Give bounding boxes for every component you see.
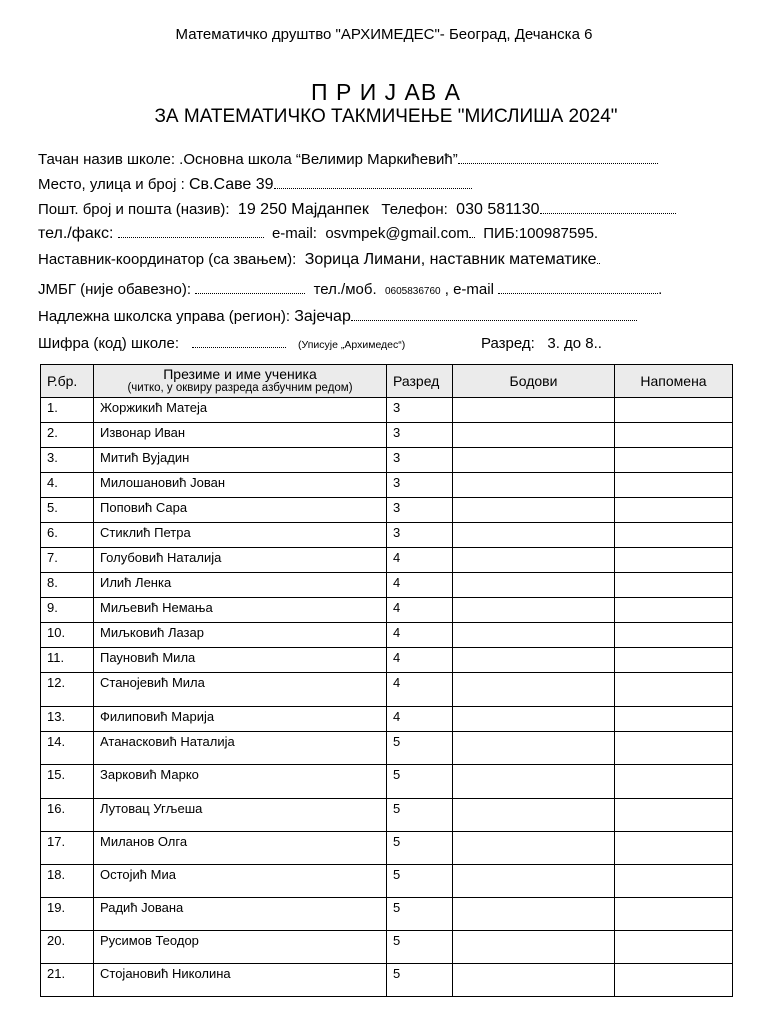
school-name-label: Тачан назив школе: [38, 151, 175, 168]
row-number: 13. [41, 707, 94, 732]
header-name-subtitle: (читко, у оквиру разреда азбучним редом) [127, 382, 353, 394]
student-name: Миљевић Немања [94, 598, 387, 623]
points-cell [453, 648, 615, 673]
table-row [41, 832, 733, 865]
organization-header: Математичко друштво "АРХИМЕДЕС"- Београд, Дечанска 6 [175, 26, 593, 43]
school-name-line [38, 151, 658, 168]
student-name: Лутовац Угљеша [94, 799, 387, 832]
points-cell [453, 732, 615, 765]
note-cell [615, 623, 733, 648]
student-name: Жоржикић Матеја [94, 398, 387, 423]
row-number: 12. [41, 673, 94, 707]
dotted-line [195, 281, 305, 294]
school-admin-value: Зајечар [294, 308, 351, 325]
header-note: Напомена [615, 365, 733, 398]
jmbg-label: ЈМБГ (није обавезно): [38, 281, 192, 298]
student-name: Поповић Сара [94, 498, 387, 523]
post-line [38, 201, 676, 219]
note-cell [615, 473, 733, 498]
note-cell [615, 865, 733, 898]
jmbg-line: ЈМБГ (није обавезно): тел./моб. 0605836760 , e-mail . [38, 281, 663, 298]
table-row [41, 765, 733, 799]
points-cell [453, 423, 615, 448]
student-name: Филиповић Марија [94, 707, 387, 732]
points-cell [453, 573, 615, 598]
student-grade: 4 [387, 707, 453, 732]
note-cell [615, 548, 733, 573]
table-row [41, 423, 733, 448]
form-title: П Р И Ј АВ А [311, 79, 461, 105]
pib-label: ПИБ: [483, 225, 519, 242]
row-number: 5. [41, 498, 94, 523]
note-cell [615, 648, 733, 673]
student-name: Стојановић Николина [94, 964, 387, 997]
dotted-line [274, 176, 472, 189]
student-name: Миљковић Лазар [94, 623, 387, 648]
row-number: 4. [41, 473, 94, 498]
student-name: Русимов Теодор [94, 931, 387, 964]
table-row [41, 799, 733, 832]
school-code-label: Шифра (код) школе: [38, 335, 180, 352]
student-grade: 5 [387, 799, 453, 832]
header-grade: Разред [387, 365, 453, 398]
address-label: Место, улица и број : [38, 176, 185, 193]
post-value: 19 250 Мајданпек [237, 201, 369, 218]
points-cell [453, 865, 615, 898]
student-name: Пауновић Мила [94, 648, 387, 673]
table-row [41, 964, 733, 997]
note-cell [615, 498, 733, 523]
student-grade: 4 [387, 573, 453, 598]
dotted-line [498, 281, 658, 294]
student-name: Илић Ленка [94, 573, 387, 598]
student-grade: 5 [387, 865, 453, 898]
address-value: Св.Саве 39 [188, 176, 274, 193]
student-name: Извонар Иван [94, 423, 387, 448]
student-grade: 4 [387, 673, 453, 707]
points-cell [453, 765, 615, 799]
student-grade: 5 [387, 964, 453, 997]
row-number: 6. [41, 523, 94, 548]
row-number: 1. [41, 398, 94, 423]
school-code-note: (Уписује „Архимедес“) [298, 339, 406, 351]
points-cell [453, 623, 615, 648]
form-subtitle: ЗА МАТЕМАТИЧКО ТАКМИЧЕЊЕ "МИСЛИША 2024" [154, 106, 618, 127]
points-cell [453, 964, 615, 997]
points-cell [453, 673, 615, 707]
header-student-name [94, 365, 387, 398]
note-cell [615, 898, 733, 931]
student-grade: 4 [387, 598, 453, 623]
note-cell [615, 448, 733, 473]
points-cell [453, 548, 615, 573]
student-name: Зарковић Марко [94, 765, 387, 799]
dotted-line [540, 201, 676, 214]
table-row [41, 898, 733, 931]
table-row [41, 548, 733, 573]
student-grade: 3 [387, 423, 453, 448]
note-cell [615, 931, 733, 964]
row-number: 10. [41, 623, 94, 648]
school-admin-label: Надлежна школска управа (регион): [38, 308, 291, 325]
points-cell [453, 832, 615, 865]
row-number: 18. [41, 865, 94, 898]
points-cell [453, 931, 615, 964]
grade-range-label: Разред: [481, 335, 535, 352]
teacher-label: Наставник-координатор (са звањем): [38, 251, 297, 268]
row-number: 3. [41, 448, 94, 473]
note-cell [615, 707, 733, 732]
table-row [41, 931, 733, 964]
table-row [41, 707, 733, 732]
points-cell [453, 799, 615, 832]
note-cell [615, 732, 733, 765]
student-grade: 3 [387, 398, 453, 423]
student-name: Миланов Олга [94, 832, 387, 865]
student-grade: 4 [387, 548, 453, 573]
points-cell [453, 898, 615, 931]
pib-value: 100987595. [518, 225, 599, 242]
mobile-label: тел./моб. [313, 281, 377, 298]
table-row [41, 648, 733, 673]
row-number: 20. [41, 931, 94, 964]
address-line [38, 176, 472, 194]
points-cell [453, 448, 615, 473]
points-cell [453, 523, 615, 548]
note-cell [615, 398, 733, 423]
student-grade: 5 [387, 732, 453, 765]
school-name-value: .Основна школа “Велимир Маркићевић” [179, 151, 458, 168]
row-number: 19. [41, 898, 94, 931]
school-code-line [38, 335, 405, 352]
post-label: Пошт. број и пошта (назив): [38, 201, 230, 218]
student-grade: 3 [387, 523, 453, 548]
student-grade: 3 [387, 498, 453, 523]
teacher-line [38, 251, 600, 269]
note-cell [615, 423, 733, 448]
email2-label: , e-mail [444, 281, 494, 298]
grade-range [481, 335, 602, 352]
email-value: osvmpek@gmail.com [325, 225, 469, 242]
student-grade: 4 [387, 623, 453, 648]
table-row [41, 448, 733, 473]
row-number: 14. [41, 732, 94, 765]
table-row [41, 398, 733, 423]
student-grade: 5 [387, 832, 453, 865]
student-name: Митић Вујадин [94, 448, 387, 473]
students-table [40, 364, 733, 997]
school-admin-line [38, 308, 637, 326]
phone-value: 030 581130 [456, 201, 540, 218]
note-cell [615, 573, 733, 598]
dotted-line [118, 225, 264, 238]
row-number: 17. [41, 832, 94, 865]
row-number: 15. [41, 765, 94, 799]
row-number: 11. [41, 648, 94, 673]
student-name: Станојевић Мила [94, 673, 387, 707]
student-grade: 5 [387, 898, 453, 931]
student-name: Голубовић Наталија [94, 548, 387, 573]
row-number: 9. [41, 598, 94, 623]
student-grade: 5 [387, 765, 453, 799]
dotted-line [351, 308, 637, 321]
student-grade: 4 [387, 648, 453, 673]
points-cell [453, 498, 615, 523]
note-cell [615, 799, 733, 832]
note-cell [615, 523, 733, 548]
mobile-value: 0605836760 [384, 286, 441, 297]
table-row [41, 473, 733, 498]
table-row [41, 865, 733, 898]
email-label: e-mail: [271, 225, 317, 242]
row-number: 16. [41, 799, 94, 832]
fax-label: тел./факс: [38, 225, 114, 242]
table-row [41, 598, 733, 623]
note-cell [615, 832, 733, 865]
row-number: 21. [41, 964, 94, 997]
header-points: Бодови [453, 365, 615, 398]
table-header-row [41, 365, 733, 398]
note-cell [615, 765, 733, 799]
note-cell [615, 964, 733, 997]
phone-label: Телефон: [381, 201, 448, 218]
student-grade: 5 [387, 931, 453, 964]
row-number: 8. [41, 573, 94, 598]
dotted-line [469, 225, 475, 238]
fax-email-line [38, 225, 598, 243]
student-name: Радић Јована [94, 898, 387, 931]
student-grade: 3 [387, 448, 453, 473]
student-name: Милошановић Јован [94, 473, 387, 498]
student-grade: 3 [387, 473, 453, 498]
table-row [41, 623, 733, 648]
table-row [41, 523, 733, 548]
table-row [41, 673, 733, 707]
points-cell [453, 707, 615, 732]
student-name: Остојић Миа [94, 865, 387, 898]
points-cell [453, 398, 615, 423]
note-cell [615, 598, 733, 623]
table-row [41, 732, 733, 765]
row-number: 2. [41, 423, 94, 448]
points-cell [453, 598, 615, 623]
points-cell [453, 473, 615, 498]
row-number: 7. [41, 548, 94, 573]
dotted-line [192, 335, 286, 348]
student-name: Стиклић Петра [94, 523, 387, 548]
table-row [41, 573, 733, 598]
grade-range-value: 3. до 8.. [547, 335, 602, 352]
note-cell [615, 673, 733, 707]
header-name-title: Презиме и име ученика [163, 366, 317, 382]
dotted-line [458, 151, 658, 164]
student-name: Атанасковић Наталија [94, 732, 387, 765]
teacher-value: Зорица Лимани, наставник математике [304, 251, 597, 268]
header-number: Р.бр. [41, 365, 94, 398]
dotted-line [597, 251, 600, 264]
table-row [41, 498, 733, 523]
